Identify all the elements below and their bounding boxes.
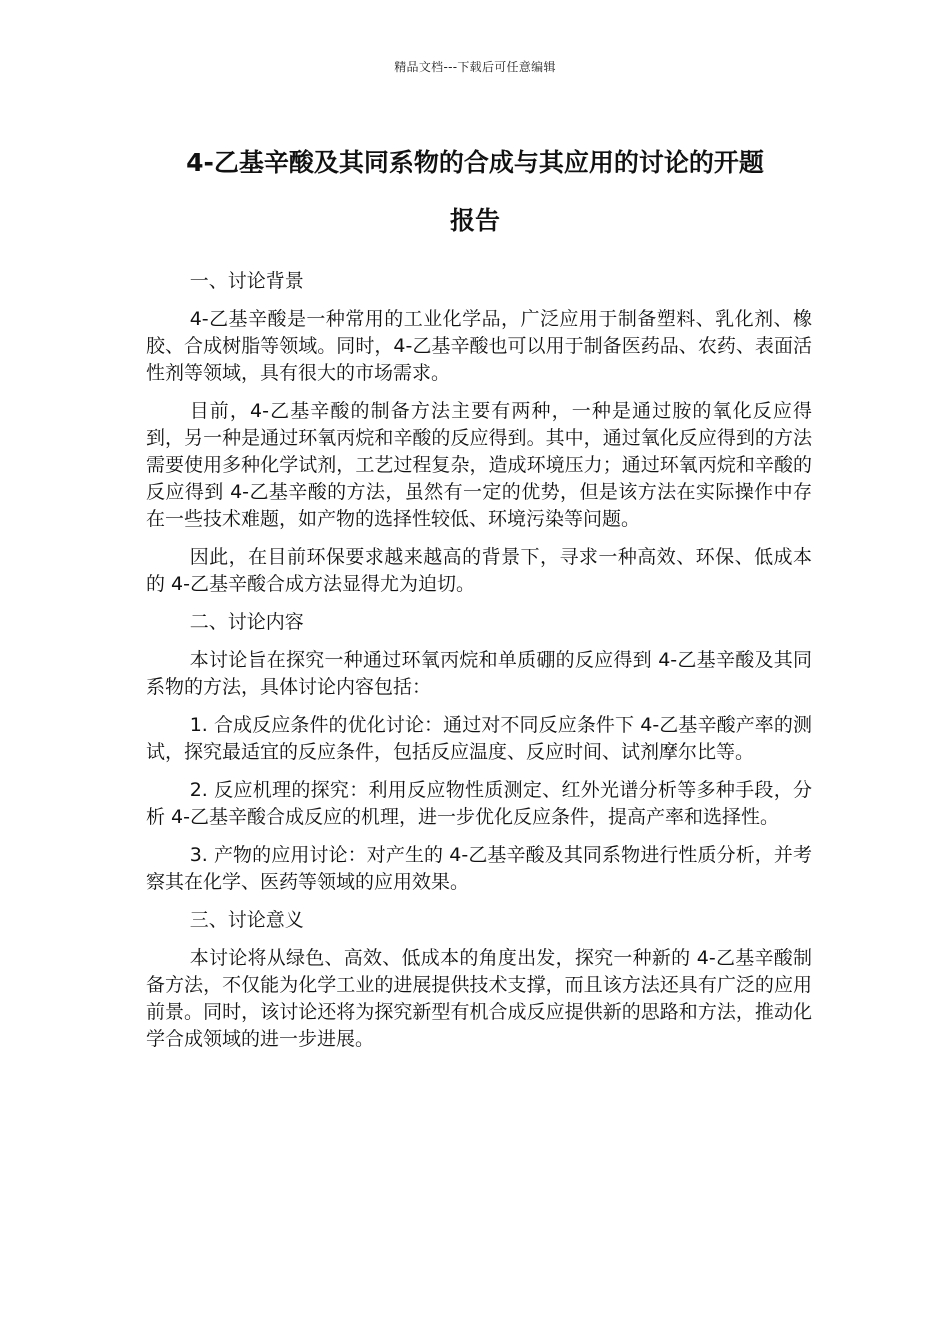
paragraph-background-3: 因此，在目前环保要求越来越高的背景下，寻求一种高效、环保、低成本的 4-乙基辛酸合成方法显得尤为迫切。 (146, 546, 812, 595)
title-line-1: 4-乙基辛酸及其同系物的合成与其应用的讨论的开题 (186, 148, 764, 177)
list-item-1: 1. 合成反应条件的优化讨论：通过对不同反应条件下 4-乙基辛酸产率的测试，探究最适宜的反应条件，包括反应温度、反应时间、试剂摩尔比等。 (146, 714, 812, 763)
paragraph-background-2: 目前，4-乙基辛酸的制备方法主要有两种，一种是通过胺的氧化反应得到，另一种是通过环氧丙烷和辛酸的反应得到。其中，通过氧化反应得到的方法需要使用多种化学试剂，工艺过程复杂，造成环境压力；通过环氧丙烷和辛酸的反应得到 4-乙基辛酸的方法，虽然有一定的优势，但是该方法在实际操作中存在一些技术难题，如产物的选择性较低、环境污染等问题。 (146, 400, 812, 530)
page-header: 精品文档---下载后可任意编辑 (394, 60, 556, 74)
list-item-3: 3. 产物的应用讨论：对产生的 4-乙基辛酸及其同系物进行性质分析，并考察其在化学、医药等领域的应用效果。 (146, 844, 812, 893)
list-item-2: 2. 反应机理的探究：利用反应物性质测定、红外光谱分析等多种手段，分析 4-乙基辛酸合成反应的机理，进一步优化反应条件，提高产率和选择性。 (146, 779, 812, 828)
section-heading-significance: 三、讨论意义 (189, 909, 304, 931)
document-body (146, 268, 812, 1064)
title-line-2: 报告 (449, 206, 500, 235)
paragraph-significance-1: 本讨论将从绿色、高效、低成本的角度出发，探究一种新的 4-乙基辛酸制备方法，不仅能为化学工业的进展提供技术支撑，而且该方法还具有广泛的应用前景。同时，该讨论还将为探究新型有机合成反应提供新的思路和方法，推动化学合成领域的进一步进展。 (146, 947, 812, 1050)
section-heading-background: 一、讨论背景 (189, 270, 304, 292)
section-heading-content: 二、讨论内容 (189, 611, 304, 633)
paragraph-background-1: 4-乙基辛酸是一种常用的工业化学品，广泛应用于制备塑料、乳化剂、橡胶、合成树脂等领域。同时，4-乙基辛酸也可以用于制备医药品、农药、表面活性剂等领域，具有很大的市场需求。 (146, 308, 812, 384)
document-title (120, 134, 830, 250)
paragraph-content-intro: 本讨论旨在探究一种通过环氧丙烷和单质硼的反应得到 4-乙基辛酸及其同系物的方法，具体讨论内容包括： (146, 649, 812, 698)
